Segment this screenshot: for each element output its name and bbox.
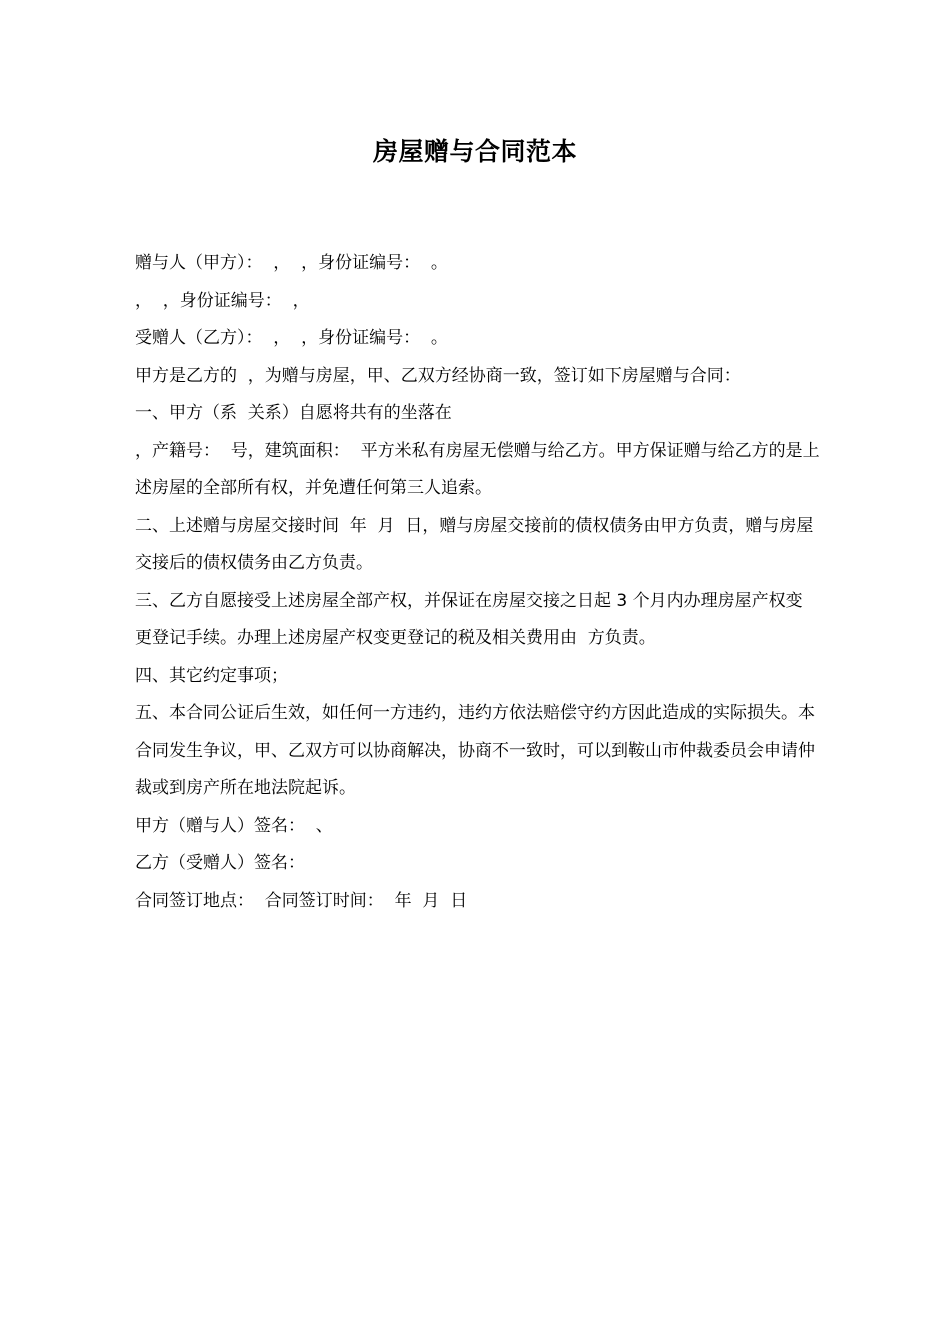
paragraph-preamble: 甲方是乙方的 ，为赠与房屋，甲、乙双方经协商一致，签订如下房屋赠与合同： [135, 365, 741, 386]
clause-1-line-2: ，产籍号： 号，建筑面积： 平方米私有房屋无偿赠与给乙方。甲方保证赠与给乙方的是上 [135, 440, 820, 461]
signing-place-and-date: 合同签订地点： 合同签订时间： 年 月 日 [135, 890, 468, 911]
document-body [116, 245, 836, 920]
clause-2-line-1: 二、上述赠与房屋交接时间 年 月 日，赠与房屋交接前的债权债务由甲方负责，赠与房屋 [135, 515, 814, 536]
paragraph-donor: 赠与人（甲方）： ， ，身份证编号： 。 [135, 253, 448, 273]
clause-1-line-1: 一、甲方（系 关系）自愿将共有的坐落在 [135, 403, 452, 423]
clause-5-line-2: 合同发生争议，甲、乙双方可以协商解决，协商不一致时，可以到鞍山市仲裁委员会申请仲 [135, 740, 815, 761]
clause-4: 四、其它约定事项； [135, 665, 288, 686]
document-title: 房屋赠与合同范本 [372, 137, 577, 166]
clause-5-line-1: 五、本合同公证后生效，如任何一方违约，违约方依法赔偿守约方因此造成的实际损失。本 [135, 703, 815, 723]
paragraph-donee: 受赠人（乙方）： ， ，身份证编号： 。 [135, 328, 448, 348]
clause-5-line-3: 裁或到房产所在地法院起诉。 [135, 778, 356, 798]
clause-3-line-2: 更登记手续。办理上述房屋产权变更登记的税及相关费用由 方负责。 [135, 628, 656, 648]
paragraph-co-donor: ， ，身份证编号： ， [135, 290, 310, 311]
clause-2-line-2: 交接后的债权债务由乙方负责。 [135, 553, 373, 573]
clause-3-line-1: 三、乙方自愿接受上述房屋全部产权，并保证在房屋交接之日起 3 个月内办理房屋产权变 [135, 590, 803, 611]
signature-party-a: 甲方（赠与人）签名： 、 [135, 815, 333, 836]
clause-1-line-3: 述房屋的全部所有权，并免遭任何第三人追索。 [135, 478, 492, 498]
signature-party-b: 乙方（受赠人）签名： [135, 853, 305, 873]
